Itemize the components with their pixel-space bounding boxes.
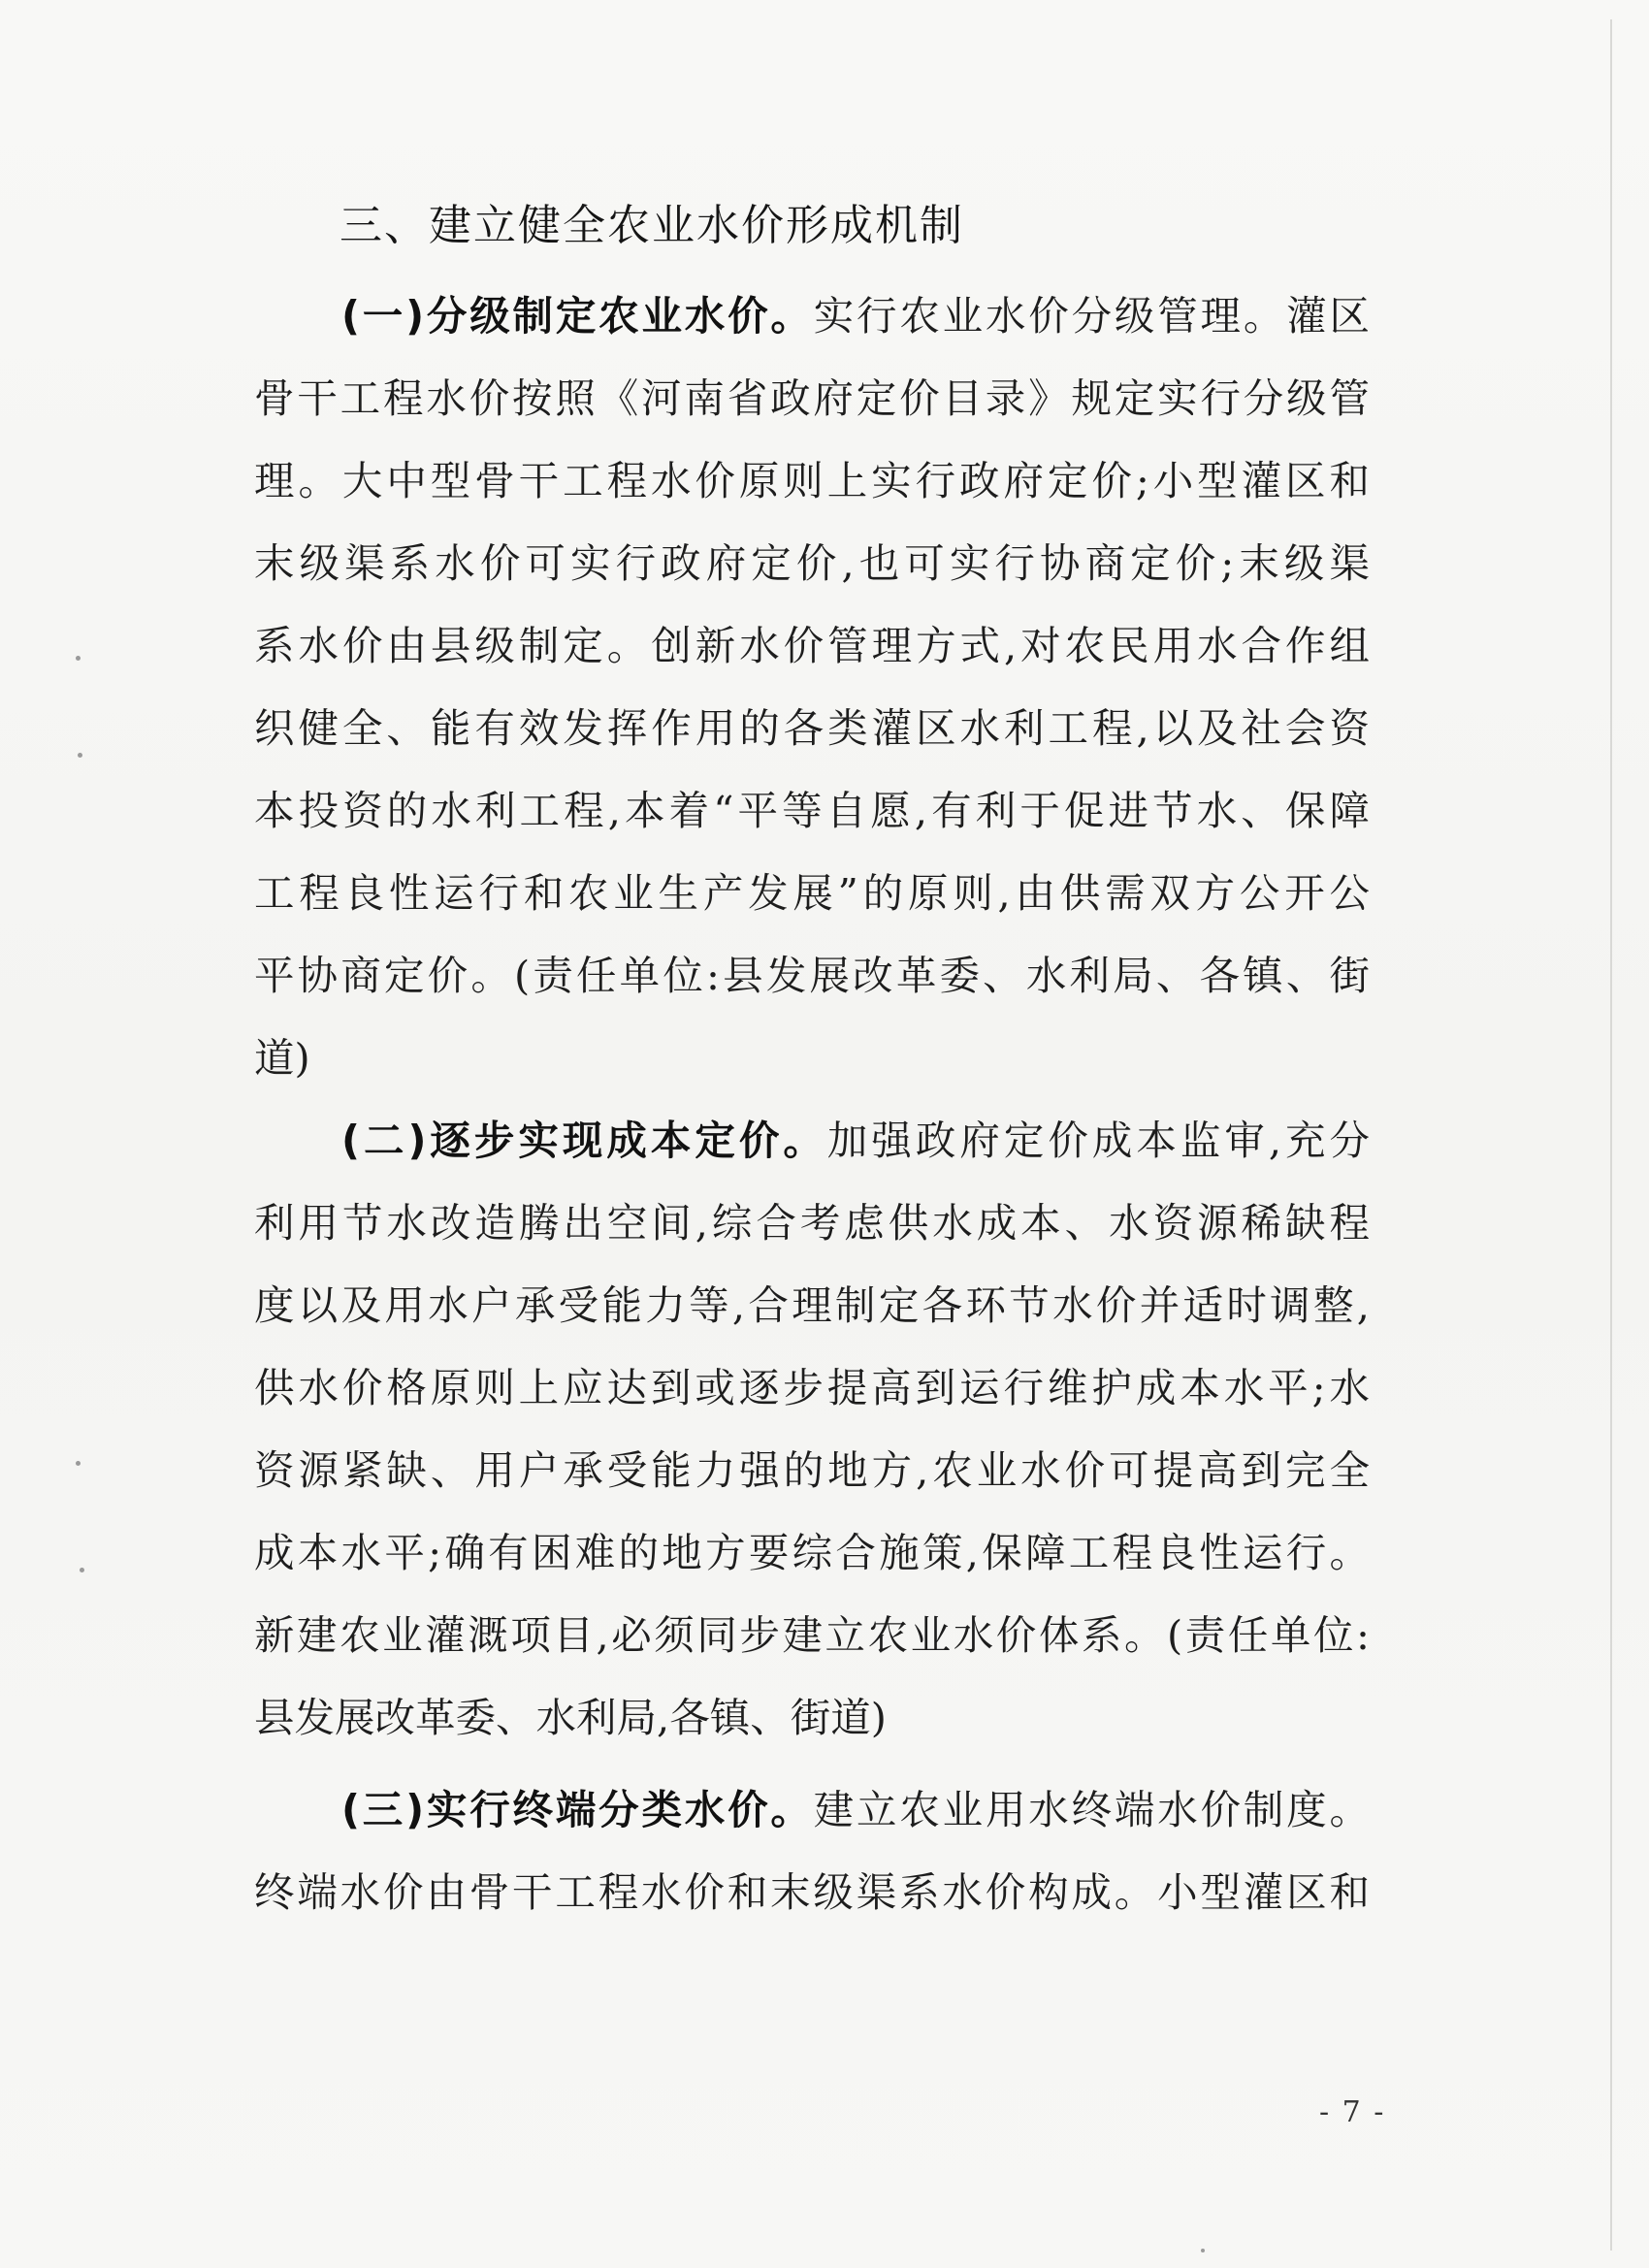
scan-edge xyxy=(1610,19,1612,2251)
paragraph-line: 终端水价由骨干工程水价和末级渠系水价构成。小型灌区和 xyxy=(254,1868,1370,1916)
subsection-title: (三)实行终端分类水价。 xyxy=(341,1786,814,1833)
paragraph-line: 工程良性运行和农业生产发展”的原则,由供需双方公开公 xyxy=(254,869,1370,917)
paragraph-line: 织健全、能有效发挥作用的各类灌区水利工程,以及社会资 xyxy=(254,704,1370,752)
paragraph-line: 本投资的水利工程,本着“平等自愿,有利于促进节水、保障 xyxy=(254,787,1370,834)
paragraph-line: 新建农业灌溉项目,必须同步建立农业水价体系。(责任单位: xyxy=(254,1611,1370,1659)
paragraph-line: 利用节水改造腾出空间,综合考虑供水成本、水资源稀缺程 xyxy=(254,1199,1370,1247)
paragraph-line: 理。大中型骨干工程水价原则上实行政府定价;小型灌区和 xyxy=(254,457,1370,504)
paragraph-line: 成本水平;确有困难的地方要综合施策,保障工程良性运行。 xyxy=(254,1529,1370,1576)
scan-speck xyxy=(78,753,82,758)
paragraph-line: 平协商定价。(责任单位:县发展改革委、水利局、各镇、街 xyxy=(254,952,1370,999)
paragraph-line: 度以及用水户承受能力等,合理制定各环节水价并适时调整, xyxy=(254,1281,1370,1329)
paragraph-line: 末级渠系水价可实行政府定价,也可实行协商定价;末级渠 xyxy=(254,539,1370,587)
paragraph-line: (一)分级制定农业水价。实行农业水价分级管理。灌区 xyxy=(341,292,1370,340)
paragraph-line: (二)逐步实现成本定价。加强政府定价成本监审,充分 xyxy=(341,1117,1370,1164)
subsection-title: (一)分级制定农业水价。 xyxy=(341,292,814,340)
scan-speck xyxy=(80,1568,84,1572)
paragraph-line: 道) xyxy=(254,1034,310,1082)
page-number: - 7 - xyxy=(1319,2095,1386,2129)
scan-speck xyxy=(76,1461,81,1466)
scan-speck xyxy=(1201,2249,1205,2252)
paragraph-line: 资源紧缺、用户承受能力强的地方,农业水价可提高到完全 xyxy=(254,1446,1370,1494)
paragraph-line: 骨干工程水价按照《河南省政府定价目录》规定实行分级管 xyxy=(254,374,1370,422)
paragraph-line: 供水价格原则上应达到或逐步提高到运行维护成本水平;水 xyxy=(254,1364,1370,1411)
section-heading: 三、建立健全农业水价形成机制 xyxy=(340,201,964,250)
scan-speck xyxy=(76,656,81,661)
subsection-title: (二)逐步实现成本定价。 xyxy=(341,1117,827,1164)
paragraph-line: (三)实行终端分类水价。建立农业用水终端水价制度。 xyxy=(341,1786,1370,1833)
paragraph-line: 系水价由县级制定。创新水价管理方式,对农民用水合作组 xyxy=(254,622,1370,669)
paragraph-line: 县发展改革委、水利局,各镇、街道) xyxy=(254,1694,887,1741)
